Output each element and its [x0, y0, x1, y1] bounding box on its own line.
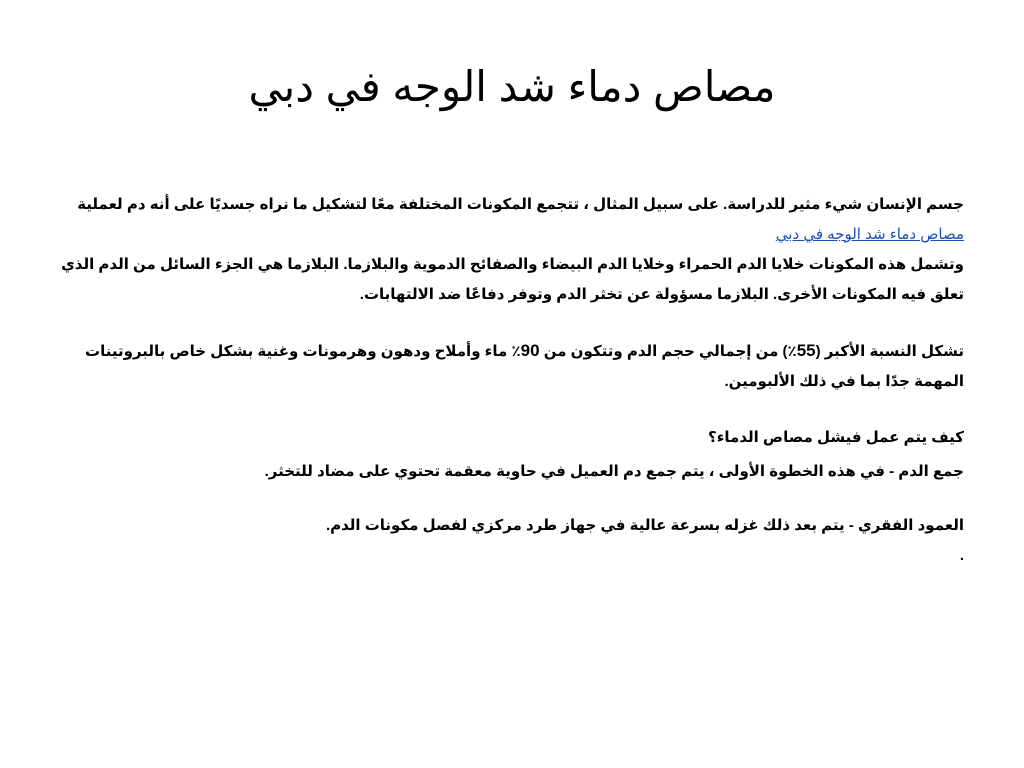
paragraph-blood-collection: جمع الدم - في هذه الخطوة الأولى ، يتم جمع دم العميل في حاوية معقمة تحتوي على مضاد للتخثر. [264, 463, 964, 480]
paragraph-centrifuge: العمود الفقري - يتم بعد ذلك غزله بسرعة عالية في جهاز طرد مركزي لفصل مكونات الدم. [325, 517, 964, 534]
plasma-text-a: تشكل النسبة الأكبر ( [815, 343, 964, 360]
paragraph-intro [60, 190, 964, 250]
page-title: مصاص دماء شد الوجه في دبي [248, 63, 776, 110]
plasma-percent-90: 90 [520, 341, 540, 360]
paragraph-plasma [60, 336, 964, 397]
plasma-percent-55: 55 [796, 341, 816, 360]
paragraph-components: وتشمل هذه المكونات خلايا الدم الحمراء وخلايا الدم البيضاء والصفائح الدموية والبلازما. البلازما هي الجزء السائل من الدم الذي تعلق فيه المكونات الأخرى. البلازما مسؤولة عن تخثر الدم وتوفر دفاعًا ضد الالتهابات. [61, 256, 964, 303]
paragraph-intro-text: جسم الإنسان شيء مثير للدراسة. على سبيل المثال ، تتجمع المكونات المختلفة معًا لتشكيل ما نراه جسديًا على أنه دم لعملية [77, 196, 964, 213]
paragraph-question: كيف يتم عمل فيشل مصاص الدماء؟ [708, 429, 964, 446]
slide-body [60, 190, 964, 571]
plasma-text-c: ٪ ماء وأملاح ودهون وهرمونات وغنية بشكل خاص بالبروتينات المهمة جدًا بما في ذلك الألبومين. [85, 343, 964, 390]
vampire-facelift-link[interactable]: مصاص دماء شد الوجه في دبي [775, 226, 964, 243]
plasma-text-b: ٪) من إجمالي حجم الدم وتتكون من [539, 343, 797, 360]
paragraph-dot: . [959, 547, 964, 564]
